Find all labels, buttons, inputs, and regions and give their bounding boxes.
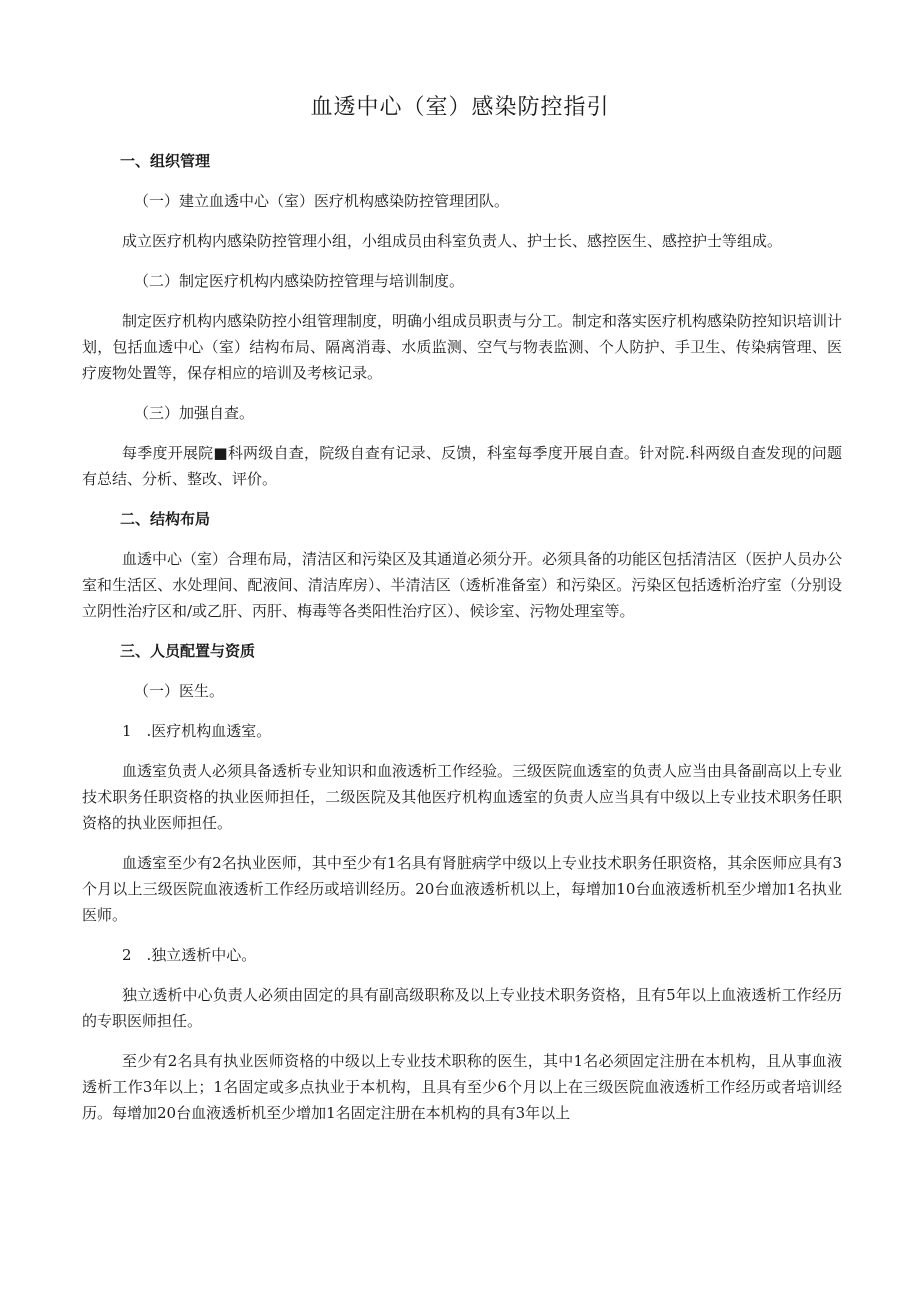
- section-heading-1: 一、组织管理: [120, 152, 211, 170]
- paragraph-3-2: 血透室至少有2名执业医师，其中至少有1名具有肾脏病学中级以上专业技术职务任职资格，其余医师应具有3个月以上三级医院血液透析工作经历或培训经历。20台血液透析机以上，每增加10台血液透析机至少增加1名执业医师。: [82, 854, 842, 924]
- document-title: 血透中心（室）感染防控指引: [310, 95, 610, 120]
- paragraph-1-3: 每季度开展院■科两级自查，院级自查有记录、反馈，科室每季度开展自查。针对院.科两级自查发现的问题有总结、分析、整改、评价。: [82, 444, 842, 488]
- section-heading-2: 二、结构布局: [120, 510, 211, 528]
- subheading-3-1: （一）医生。: [134, 682, 225, 700]
- document-body: [82, 148, 842, 1126]
- paragraph-3-4: 至少有2名具有执业医师资格的中级以上专业技术职称的医生，其中1名必须固定注册在本机构，且从事血液透析工作3年以上；1名固定或多点执业于本机构，且具有至少6个月以上在三级医院血液透析工作经历或者培训经历。每增加20台血液透析机至少增加1名固定注册在本机构的具有3年以上: [82, 1052, 842, 1122]
- paragraph-1-1: 成立医疗机构内感染防控管理小组，小组成员由科室负责人、护士长、感控医生、感控护士等组成。: [122, 232, 783, 250]
- paragraph-1-2: 制定医疗机构内感染防控小组管理制度，明确小组成员职责与分工。制定和落实医疗机构感染防控知识培训计划，包括血透中心（室）结构布局、隔离消毒、水质监测、空气与物表监测、个人防护、手卫生、传染病管理、医疗废物处置等，保存相应的培训及考核记录。: [82, 312, 843, 382]
- paragraph-3-3: 独立透析中心负责人必须由固定的具有副高级职称及以上专业技术职务资格，且有5年以上血液透析工作经历的专职医师担任。: [82, 986, 842, 1030]
- list-item-2: 2 .独立透析中心。: [122, 946, 257, 964]
- subheading-1-1: （一）建立血透中心（室）医疗机构感染防控管理团队。: [134, 192, 510, 210]
- subheading-1-3: （三）加强自查。: [134, 404, 255, 422]
- subheading-1-2: （二）制定医疗机构内感染防控管理与培训制度。: [134, 272, 465, 290]
- paragraph-3-1: 血透室负责人必须具备透析专业知识和血液透析工作经验。三级医院血透室的负责人应当由具备副高以上专业技术职务任职资格的执业医师担任，二级医院及其他医疗机构血透室的负责人应当具有中级以上专业技术职务任职资格的执业医师担任。: [82, 762, 843, 832]
- section-heading-3: 三、人员配置与资质: [120, 642, 256, 660]
- list-item-1: 1 .医疗机构血透室。: [122, 722, 272, 740]
- paragraph-2-1: 血透中心（室）合理布局，清洁区和污染区及其通道必须分开。必须具备的功能区包括清洁区（医护人员办公室和生活区、水处理间、配液间、清洁库房）、半清洁区（透析准备室）和污染区。污染区包括透析治疗室（分别设立阴性治疗区和/或乙肝、丙肝、梅毒等各类阳性治疗区）、候诊室、污物处理室等。: [82, 550, 843, 620]
